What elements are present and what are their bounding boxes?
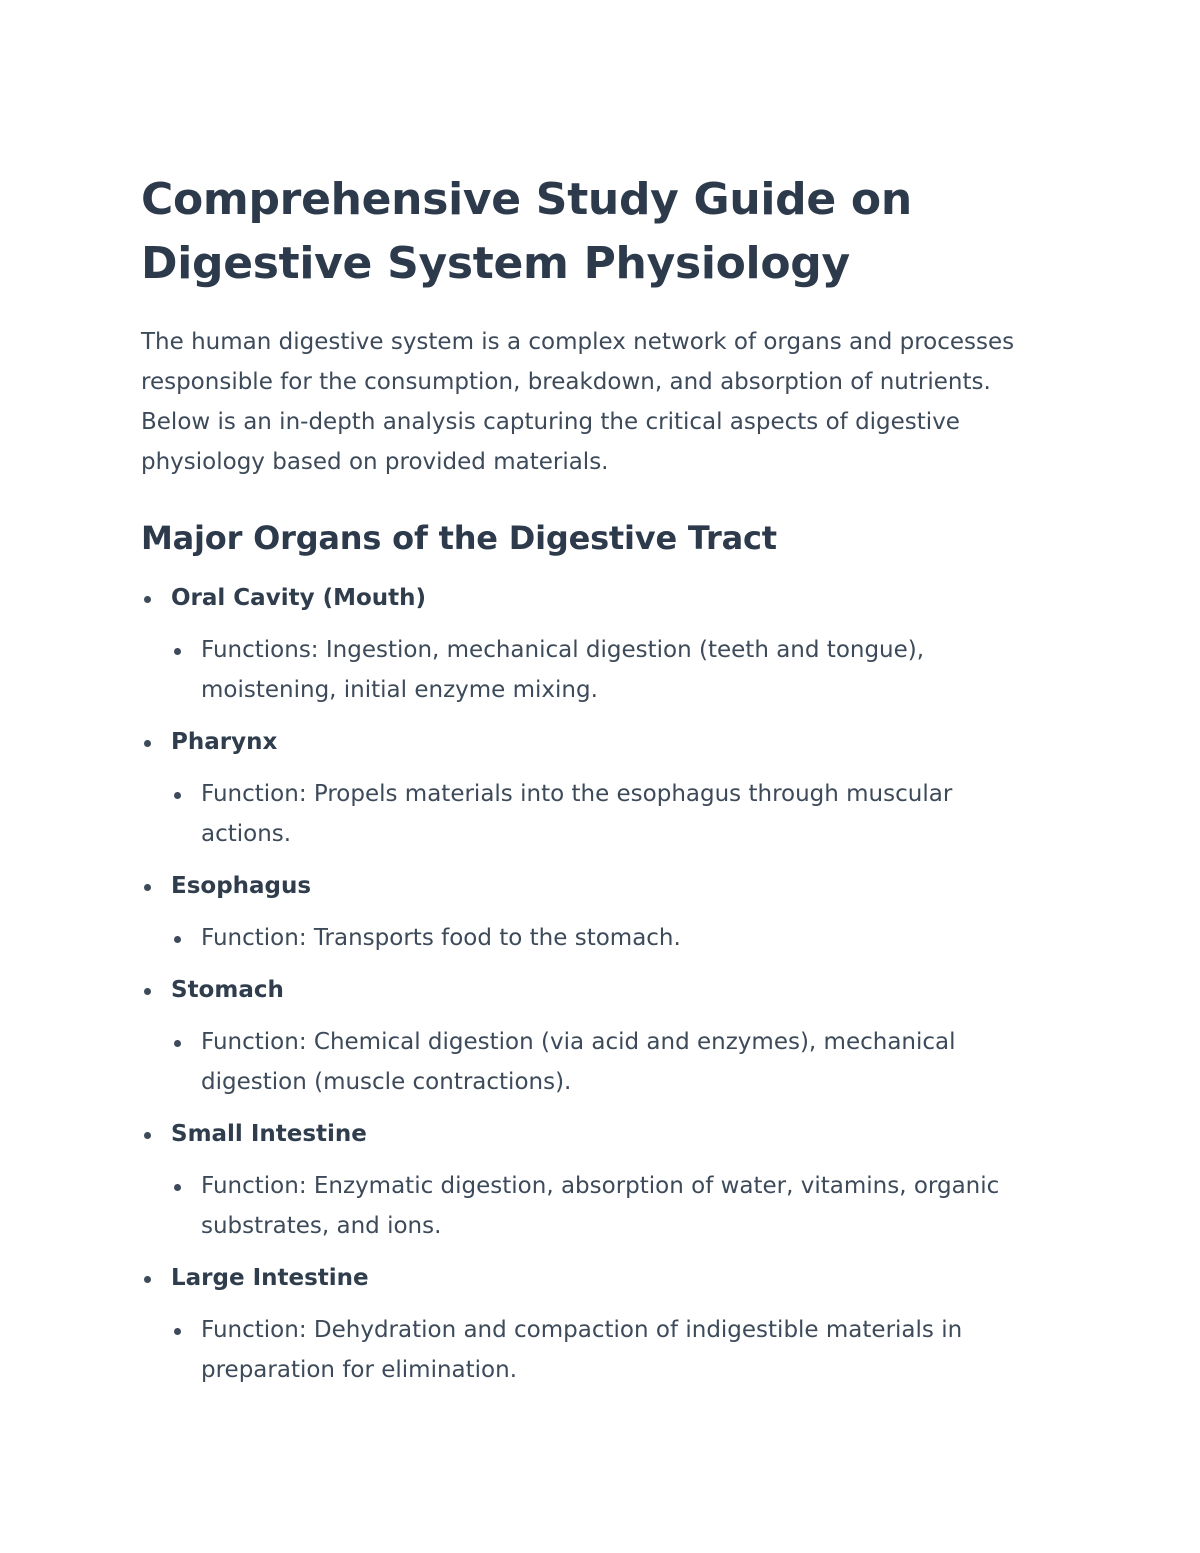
list-item (141, 1114, 1060, 1246)
list-item (141, 722, 1060, 854)
organ-list (141, 578, 1060, 1390)
organ-name: Large Intestine (171, 1265, 369, 1291)
list-item (141, 866, 1060, 958)
organ-name: Oral Cavity (Mouth) (171, 585, 427, 611)
bullet-icon (174, 936, 181, 943)
bullet-icon (144, 884, 151, 891)
list-item (141, 1258, 1060, 1390)
organ-detail-text: Functions: Ingestion, mechanical digestion (teeth and tongue), moistening, initial enzyme mixing. (201, 637, 925, 703)
bullet-icon (174, 792, 181, 799)
organ-name: Esophagus (171, 873, 312, 899)
bullet-icon (144, 1132, 151, 1139)
organ-detail-text: Function: Dehydration and compaction of indigestible materials in preparation for elimination. (201, 1317, 963, 1383)
organ-detail-text: Function: Transports food to the stomach. (201, 925, 681, 951)
bullet-icon (144, 596, 151, 603)
bullet-icon (144, 1276, 151, 1283)
organ-detail (171, 1310, 1031, 1390)
organ-detail (171, 630, 1031, 710)
organ-detail-list (171, 1310, 1060, 1390)
page-title: Comprehensive Study Guide on Digestive System Physiology (141, 174, 912, 289)
bullet-icon (174, 1328, 181, 1335)
organ-name: Pharynx (171, 729, 278, 755)
organ-detail-text: Function: Enzymatic digestion, absorption of water, vitamins, organic substrates, and ions. (201, 1173, 1000, 1239)
organ-detail-list (171, 630, 1060, 710)
organ-detail-text: Function: Chemical digestion (via acid and enzymes), mechanical digestion (muscle contractions). (201, 1029, 956, 1095)
bullet-icon (144, 740, 151, 747)
organ-detail (171, 918, 1031, 958)
organ-detail (171, 1022, 1031, 1102)
intro-paragraph: The human digestive system is a complex network of organs and processes responsible for the consumption, breakdown, and absorption of nutrients. Below is an in-depth analysis capturing the critical aspects of digestive physiology based on provided materials. (141, 329, 1015, 475)
bullet-icon (174, 1184, 181, 1191)
organ-detail-list (171, 918, 1060, 958)
list-item (141, 578, 1060, 710)
organ-name: Small Intestine (171, 1121, 367, 1147)
organ-detail-text: Function: Propels materials into the esophagus through muscular actions. (201, 781, 953, 847)
organ-detail-list (171, 1166, 1060, 1246)
organ-detail-list (171, 1022, 1060, 1102)
bullet-icon (174, 648, 181, 655)
organ-detail (171, 774, 1031, 854)
bullet-icon (174, 1040, 181, 1047)
list-item (141, 970, 1060, 1102)
bullet-icon (144, 988, 151, 995)
section-heading: Major Organs of the Digestive Tract (141, 519, 777, 557)
organ-detail-list (171, 774, 1060, 854)
organ-detail (171, 1166, 1031, 1246)
organ-name: Stomach (171, 977, 284, 1003)
